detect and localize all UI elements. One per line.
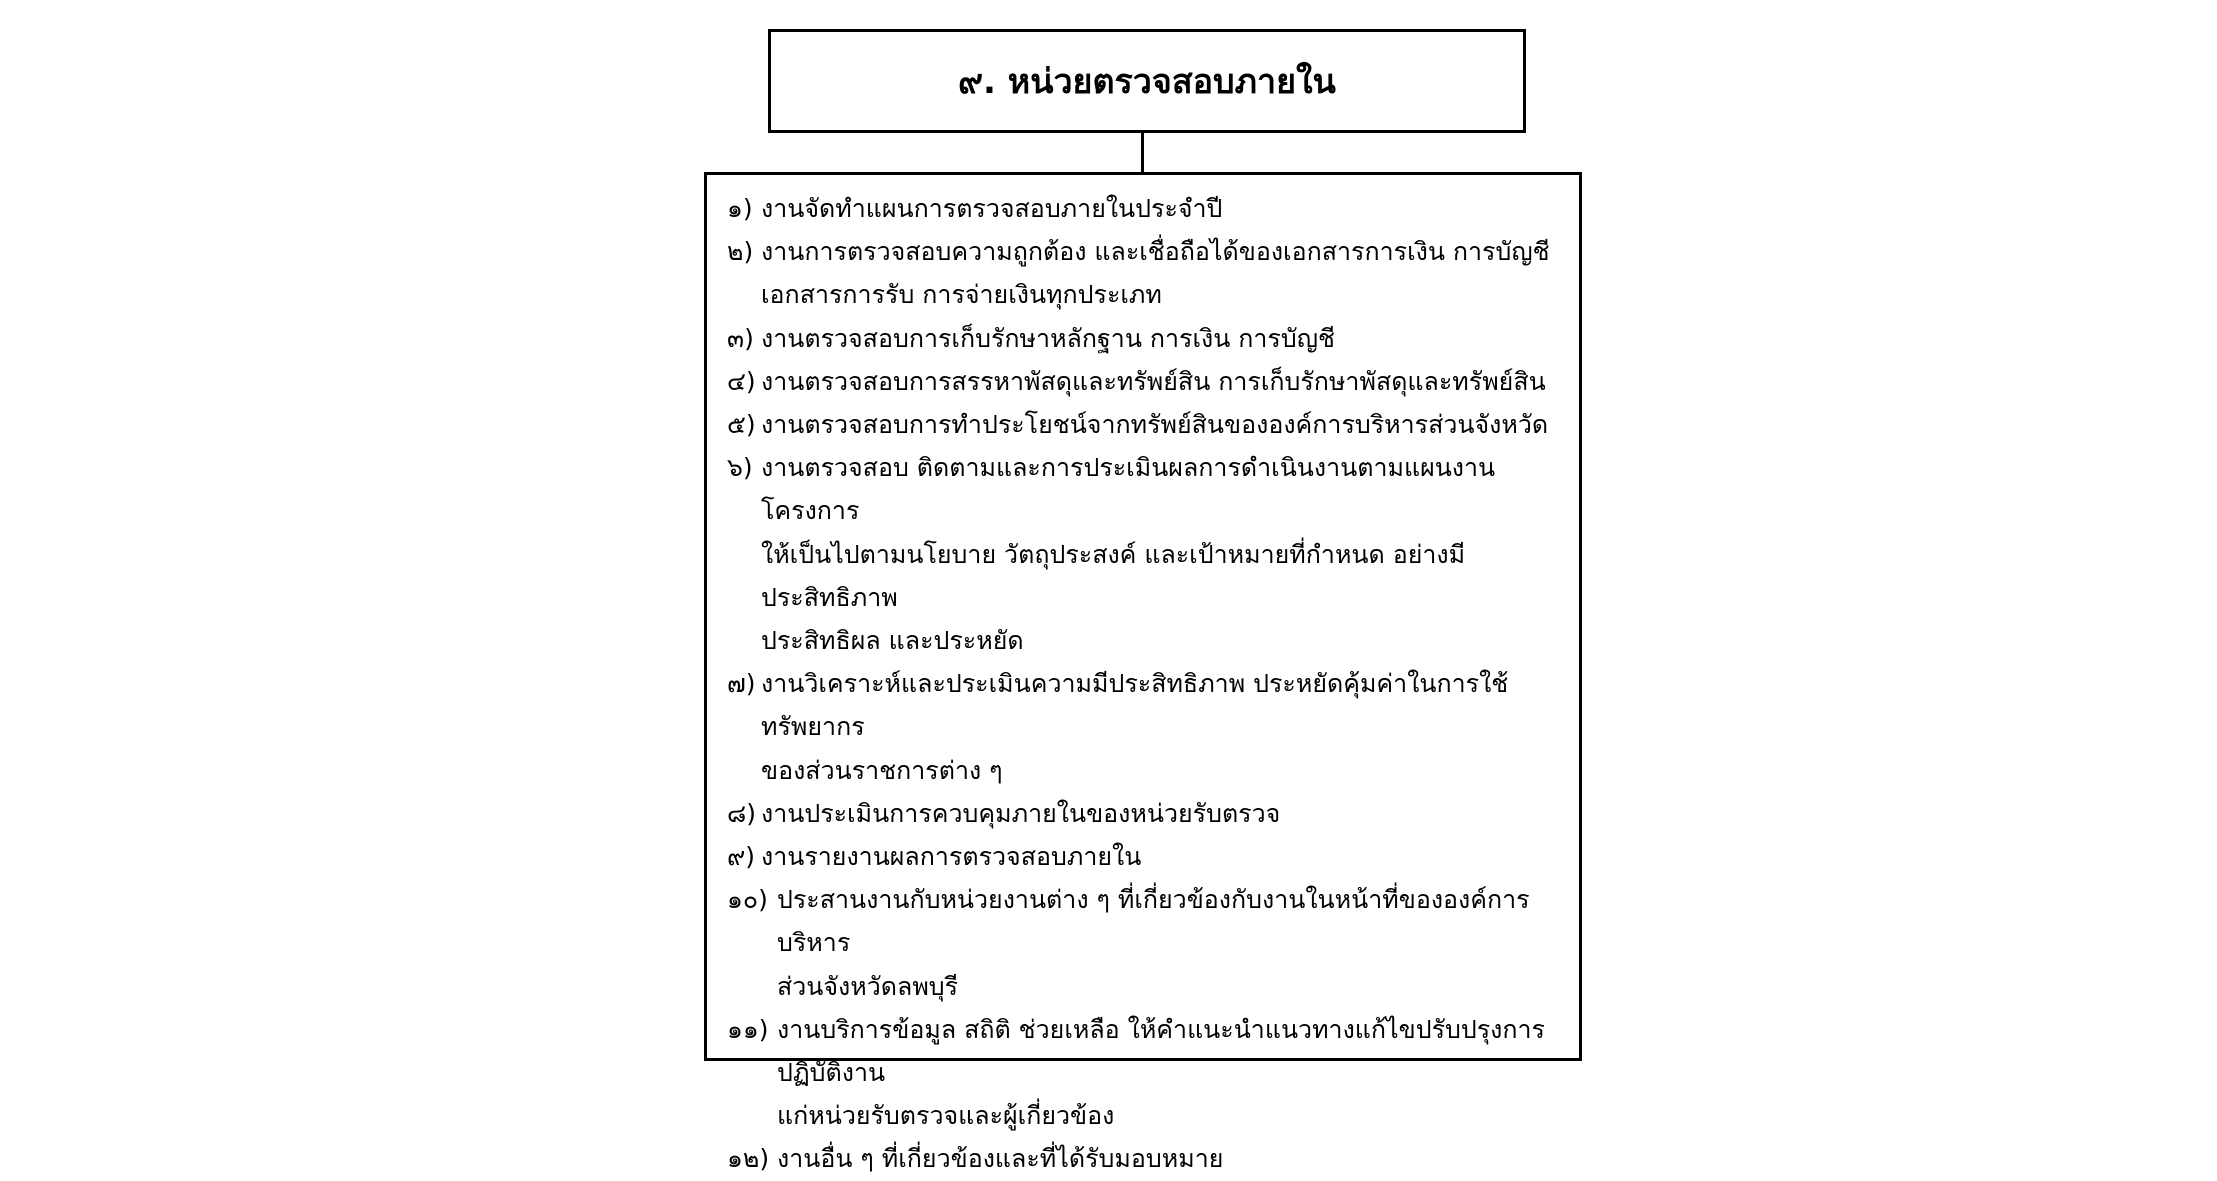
duty-text: งานรายงานผลการตรวจสอบภายใน (761, 842, 1142, 872)
duty-number: ๑๒) (727, 1144, 770, 1174)
duty-number: ๘) (727, 798, 757, 828)
duty-item-11 (727, 1008, 1567, 1138)
duty-number: ๗) (727, 669, 756, 699)
duty-number: ๖) (727, 453, 753, 483)
duty-item-7 (727, 662, 1567, 792)
duties-box (704, 172, 1582, 1174)
duty-item-3 (727, 317, 1567, 360)
duty-item-10 (727, 878, 1567, 1008)
duty-text-continued: เอกสารการรับ การจ่ายเงินทุกประเภท (761, 280, 1162, 310)
duty-number: ๑๑) (727, 1014, 769, 1044)
unit-title-box (768, 29, 1526, 133)
duty-item-12 (727, 1137, 1567, 1180)
duty-text: งานการตรวจสอบความถูกต้อง และเชื่อถือได้ของเอกสารการเงิน การบัญชี (761, 237, 1550, 267)
connector-line (1141, 133, 1144, 172)
duty-text-continued: แก่หน่วยรับตรวจและผู้เกี่ยวข้อง (777, 1101, 1115, 1131)
duty-text: งานตรวจสอบการสรรหาพัสดุและทรัพย์สิน การเก็บรักษาพัสดุและทรัพย์สิน (761, 366, 1546, 396)
duty-item-5 (727, 403, 1567, 446)
duty-number: ๙) (727, 842, 756, 872)
duty-text: งานประเมินการควบคุมภายในของหน่วยรับตรวจ (761, 798, 1281, 828)
duty-text-continued: ของส่วนราชการต่าง ๆ (761, 755, 1003, 785)
duty-item-4 (727, 360, 1567, 403)
duty-number: ๔) (727, 366, 756, 396)
duty-item-1 (727, 187, 1567, 230)
duty-text-continued: ประสิทธิผล และประหยัด (761, 626, 1024, 656)
duty-number: ๑๐) (727, 885, 768, 915)
duty-text: งานบริการข้อมูล สถิติ ช่วยเหลือ ให้คำแนะนำแนวทางแก้ไขปรับปรุงการปฏิบัติงาน (777, 1014, 1545, 1088)
duty-text-continued: ให้เป็นไปตามนโยบาย วัตถุประสงค์ และเป้าหมายที่กำหนด อย่างมีประสิทธิภาพ (761, 539, 1466, 612)
duty-text: งานวิเคราะห์และประเมินความมีประสิทธิภาพ ประหยัดคุ้มค่าในการใช้ทรัพยากร (761, 669, 1509, 742)
duty-text: งานตรวจสอบการทำประโยชน์จากทรัพย์สินขององค์การบริหารส่วนจังหวัด (761, 410, 1549, 440)
duty-item-9 (727, 835, 1567, 878)
duty-text: งานตรวจสอบการเก็บรักษาหลักฐาน การเงิน การบัญชี (761, 323, 1335, 353)
duty-item-8 (727, 792, 1567, 835)
duty-number: ๒) (727, 237, 754, 267)
duty-text: งานอื่น ๆ ที่เกี่ยวข้องและที่ได้รับมอบหมาย (777, 1144, 1224, 1174)
duty-number: ๓) (727, 323, 754, 353)
duty-text: งานจัดทำแผนการตรวจสอบภายในประจำปี (761, 194, 1223, 223)
duty-item-2 (727, 230, 1567, 316)
duty-text: ประสานงานกับหน่วยงานต่าง ๆ ที่เกี่ยวข้องกับงานในหน้าที่ขององค์การบริหาร (777, 885, 1530, 958)
duties-list (727, 187, 1567, 1181)
unit-title: ๙. หน่วยตรวจสอบภายใน (958, 62, 1336, 102)
duty-item-6 (727, 446, 1567, 662)
duty-text-continued: ส่วนจังหวัดลพบุรี (777, 971, 959, 1001)
duty-text: งานตรวจสอบ ติดตามและการประเมินผลการดำเนินงานตามแผนงานโครงการ (761, 453, 1496, 526)
duty-number: ๕) (727, 410, 756, 440)
duty-number: ๑) (727, 194, 753, 223)
